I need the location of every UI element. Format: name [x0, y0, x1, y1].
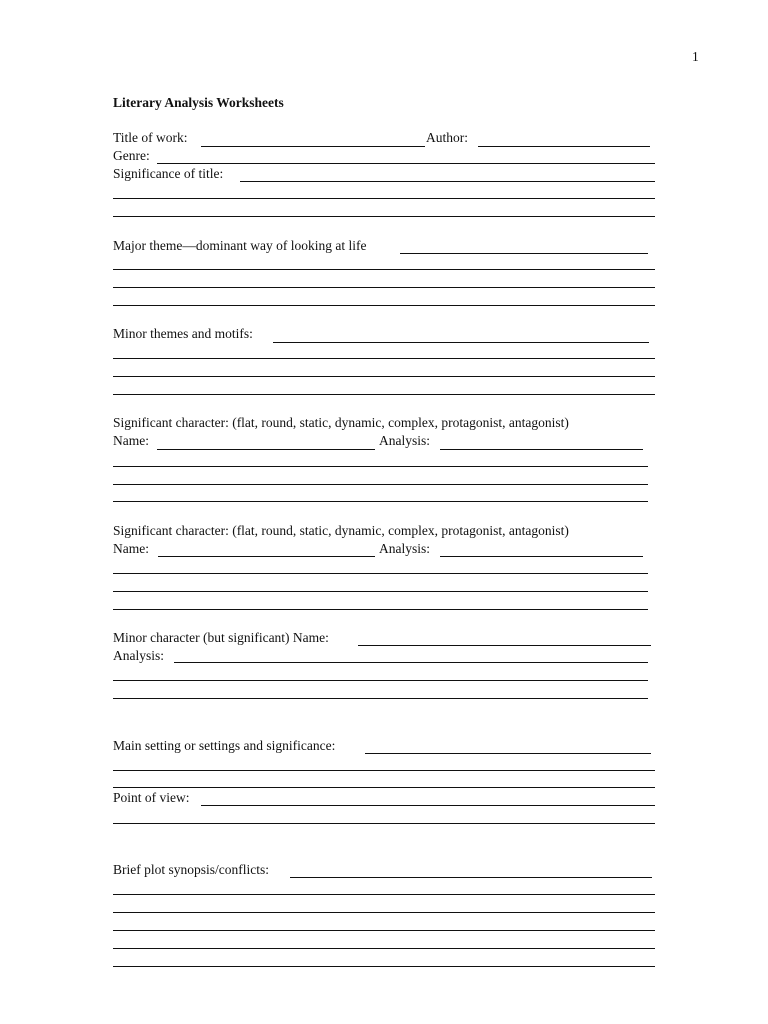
genre-label: Genre: — [113, 148, 150, 163]
character-1-line[interactable] — [113, 466, 648, 467]
setting-line[interactable] — [113, 770, 655, 771]
plot-line[interactable] — [113, 948, 655, 949]
analysis-1-field[interactable] — [440, 449, 643, 450]
character-2-line[interactable] — [113, 573, 648, 574]
point-of-view-line[interactable] — [113, 823, 655, 824]
genre-field[interactable] — [157, 163, 655, 164]
name-2-field[interactable] — [158, 556, 375, 557]
page-title: Literary Analysis Worksheets — [113, 95, 284, 110]
significance-line[interactable] — [113, 216, 655, 217]
minor-themes-line[interactable] — [113, 394, 655, 395]
significance-of-title-field[interactable] — [240, 181, 655, 182]
name-1-field[interactable] — [157, 449, 375, 450]
minor-character-line[interactable] — [113, 698, 648, 699]
plot-line[interactable] — [113, 930, 655, 931]
character-2-line[interactable] — [113, 609, 648, 610]
setting-line[interactable] — [113, 787, 655, 788]
setting-label: Main setting or settings and significance: — [113, 738, 336, 753]
title-of-work-field[interactable] — [201, 146, 425, 147]
title-of-work-label: Title of work: — [113, 130, 188, 145]
author-field[interactable] — [478, 146, 650, 147]
plot-line[interactable] — [113, 912, 655, 913]
analysis-3-field[interactable] — [174, 662, 648, 663]
analysis-2-label: Analysis: — [379, 541, 431, 556]
significant-character-2-label: Significant character: (flat, round, static, dynamic, complex, protagonist, antagonist) — [113, 523, 569, 538]
minor-themes-line[interactable] — [113, 376, 655, 377]
plot-label: Brief plot synopsis/conflicts: — [113, 862, 269, 877]
author-label: Author: — [426, 130, 468, 145]
significance-line[interactable] — [113, 198, 655, 199]
plot-line[interactable] — [113, 966, 655, 967]
significant-character-1-label: Significant character: (flat, round, static, dynamic, complex, protagonist, antagonist) — [113, 415, 569, 430]
analysis-3-label: Analysis: — [113, 648, 165, 663]
character-1-line[interactable] — [113, 501, 648, 502]
point-of-view-field[interactable] — [201, 805, 655, 806]
character-1-line[interactable] — [113, 484, 648, 485]
minor-themes-field[interactable] — [273, 342, 649, 343]
minor-themes-line[interactable] — [113, 358, 655, 359]
major-theme-line[interactable] — [113, 287, 655, 288]
significance-of-title-label: Significance of title: — [113, 166, 224, 181]
analysis-2-field[interactable] — [440, 556, 643, 557]
minor-character-name-field[interactable] — [358, 645, 651, 646]
major-theme-field[interactable] — [400, 253, 648, 254]
page-number: 1 — [692, 49, 699, 64]
character-2-line[interactable] — [113, 591, 648, 592]
plot-field[interactable] — [290, 877, 652, 878]
minor-themes-label: Minor themes and motifs: — [113, 326, 253, 341]
setting-field[interactable] — [365, 753, 651, 754]
major-theme-line[interactable] — [113, 269, 655, 270]
name-1-label: Name: — [113, 433, 149, 448]
plot-line[interactable] — [113, 894, 655, 895]
name-2-label: Name: — [113, 541, 149, 556]
analysis-1-label: Analysis: — [379, 433, 431, 448]
minor-character-line[interactable] — [113, 680, 648, 681]
point-of-view-label: Point of view: — [113, 790, 190, 805]
major-theme-label: Major theme—dominant way of looking at life — [113, 238, 367, 253]
major-theme-line[interactable] — [113, 305, 655, 306]
minor-character-label: Minor character (but significant) Name: — [113, 630, 329, 645]
